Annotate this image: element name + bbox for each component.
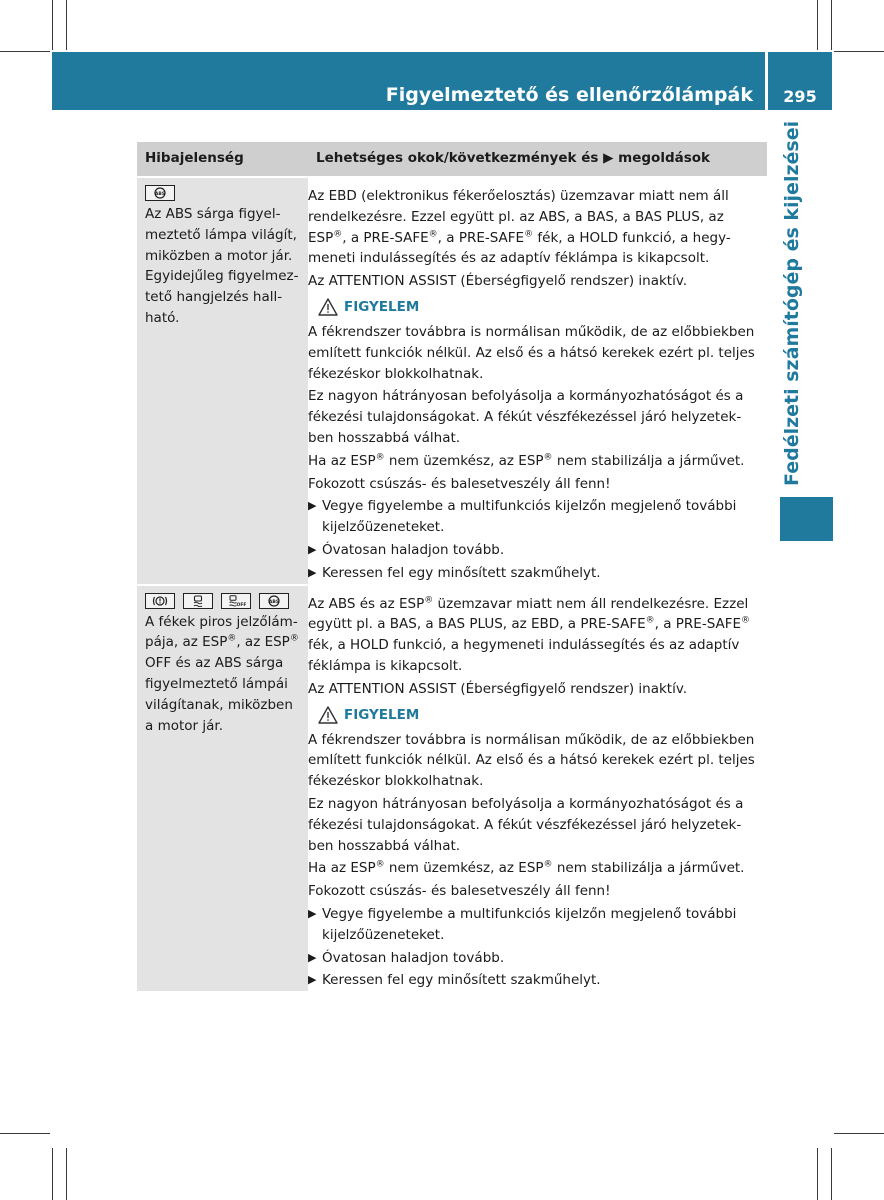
chapter-side-title: Fedélzeti számítógép és kijelzései xyxy=(781,120,803,486)
warning-paragraph: Fokozott csúszás- és balesetveszély áll fenn! xyxy=(308,475,611,492)
brake-warning-icon xyxy=(145,593,175,609)
action-item: ▶ Óvatosan haladjon tovább. xyxy=(308,948,767,969)
causes-cell xyxy=(308,178,767,584)
page-number-box xyxy=(768,52,832,110)
table-row xyxy=(137,178,767,584)
warning-paragraph: Ha az ESP® nem üzemkész, az ESP® nem stabilizálja a járművet. xyxy=(308,859,745,877)
esp-icon xyxy=(183,593,213,609)
action-item: ▶ Keressen fel egy minősített szakműhelyt. xyxy=(308,563,767,584)
triangle-bullet-icon: ▶ xyxy=(308,499,317,513)
warning-paragraph: Ez nagyon hátrányosan befolyásolja a kormányozhatóságot és a fékezési tulajdonságokat. A fékút vészfékezéssel járó helyzetek-ben hosszabbá válhat. xyxy=(308,795,744,854)
chapter-tab xyxy=(780,497,833,541)
warning-label: FIGYELEM xyxy=(344,298,420,315)
column-header-fault: Hibajelenség xyxy=(137,142,308,176)
warning-paragraph: Ez nagyon hátrányosan befolyásolja a kormányozhatóságot és a fékezési tulajdonságokat. A fékút vészfékezéssel járó helyzetek-ben hosszabbá válhat. xyxy=(308,388,744,446)
svg-text:OFF: OFF xyxy=(236,602,247,607)
page-title: Figyelmeztető és ellenőrzőlámpák xyxy=(385,84,753,106)
crop-mark xyxy=(817,1148,818,1200)
crop-mark xyxy=(52,1148,53,1200)
causes-cell xyxy=(308,586,767,992)
warning-paragraph: A fékrendszer továbbra is normálisan működik, de az előbbiekben említett funkciók nélkül. Az első és a hátsó kerekek ezért pl. teljes fékezéskor blokkolhatnak. xyxy=(308,731,755,790)
warning-paragraph: Fokozott csúszás- és balesetveszély áll fenn! xyxy=(308,883,611,900)
warning-label: FIGYELEM xyxy=(344,706,420,723)
warning-paragraph: A fékrendszer továbbra is normálisan működik, de az előbbiekben említett funkciók nélkül. Az első és a hátsó kerekek ezért pl. teljes fékezéskor blokkolhatnak. xyxy=(308,323,755,382)
action-item: ▶ Keressen fel egy minősített szakműhelyt. xyxy=(308,970,767,991)
crop-mark xyxy=(817,0,818,50)
svg-text:ABS: ABS xyxy=(154,192,166,197)
warning-header xyxy=(318,298,767,316)
triangle-bullet-icon: ▶ xyxy=(308,906,317,920)
crop-mark xyxy=(0,1133,50,1134)
header-bar xyxy=(52,52,765,110)
action-item: ▶ Óvatosan haladjon tovább. xyxy=(308,540,767,561)
triangle-bullet-icon: ▶ xyxy=(308,542,317,556)
fault-table xyxy=(137,142,767,991)
crop-mark xyxy=(66,1148,67,1200)
triangle-bullet-icon: ▶ xyxy=(308,950,317,964)
esp-off-icon xyxy=(221,593,251,609)
crop-mark xyxy=(52,0,53,50)
warning-triangle-icon xyxy=(318,706,338,724)
abs-icon xyxy=(259,593,289,609)
table-header-row xyxy=(137,142,767,176)
fault-cell xyxy=(137,178,308,584)
cause-paragraph: Az EBD (elektronikus fékerőelosztás) üzemzavar miatt nem áll rendelkezésre. Ezzel együtt pl. az ABS, a BAS, a BAS PLUS, az ESP®, a PRE-SAFE®, a PRE-SAFE® fék, a HOLD funkció, a hegy-meneti indulássegítés és az adaptív féklámpa is kikapcsolt. xyxy=(308,188,731,267)
action-item: ▶ Vegye figyelembe a multifunkciós kijelzőn megjelenő további kijelzőüzeneteket. xyxy=(308,904,767,946)
crop-mark xyxy=(0,51,50,52)
fault-description: A fékek piros jelzőlám-pája, az ESP®, az ESP® OFF és az ABS sárga figyelmeztető lámpái világítanak, miközben a motor jár. xyxy=(145,613,299,734)
crop-mark xyxy=(834,51,884,52)
symbol-row xyxy=(137,178,308,201)
page-number: 295 xyxy=(783,87,817,106)
crop-mark xyxy=(831,0,832,50)
crop-mark xyxy=(831,1148,832,1200)
column-header-causes: Lehetséges okok/következmények és ▶ megoldások xyxy=(308,142,767,176)
svg-text:ABS: ABS xyxy=(268,599,280,605)
crop-mark xyxy=(834,1133,884,1134)
triangle-bullet-icon: ▶ xyxy=(308,973,317,987)
cause-paragraph: Az ATTENTION ASSIST (Éberségfigyelő rendszer) inaktív. xyxy=(308,680,688,697)
abs-icon xyxy=(145,185,175,201)
warning-header xyxy=(318,706,767,724)
warning-paragraph: Ha az ESP® nem üzemkész, az ESP® nem stabilizálja a járművet. xyxy=(308,452,745,469)
table-row xyxy=(137,586,767,992)
cause-paragraph: Az ABS és az ESP® üzemzavar miatt nem áll rendelkezésre. Ezzel együtt pl. a BAS, a BAS PLUS, az EBD, a PRE-SAFE®, a PRE-SAFE® fék, a HOLD funkció, a hegymeneti indulássegítés és az adaptív féklámpa is kikapcsolt. xyxy=(308,595,751,674)
action-item: ▶ Vegye figyelembe a multifunkciós kijelzőn megjelenő további kijelzőüzeneteket. xyxy=(308,496,767,538)
cause-paragraph: Az ATTENTION ASSIST (Éberségfigyelő rendszer) inaktív. xyxy=(308,273,688,290)
fault-description: Az ABS sárga figyel-meztető lámpa világít, miközben a motor jár. Egyidejűleg figyelmez-tető hangjelzés hall-ható. xyxy=(145,206,299,326)
symbol-row xyxy=(137,586,308,609)
crop-mark xyxy=(66,0,67,50)
fault-cell xyxy=(137,586,308,992)
triangle-bullet-icon: ▶ xyxy=(308,565,317,579)
warning-triangle-icon xyxy=(318,298,338,316)
